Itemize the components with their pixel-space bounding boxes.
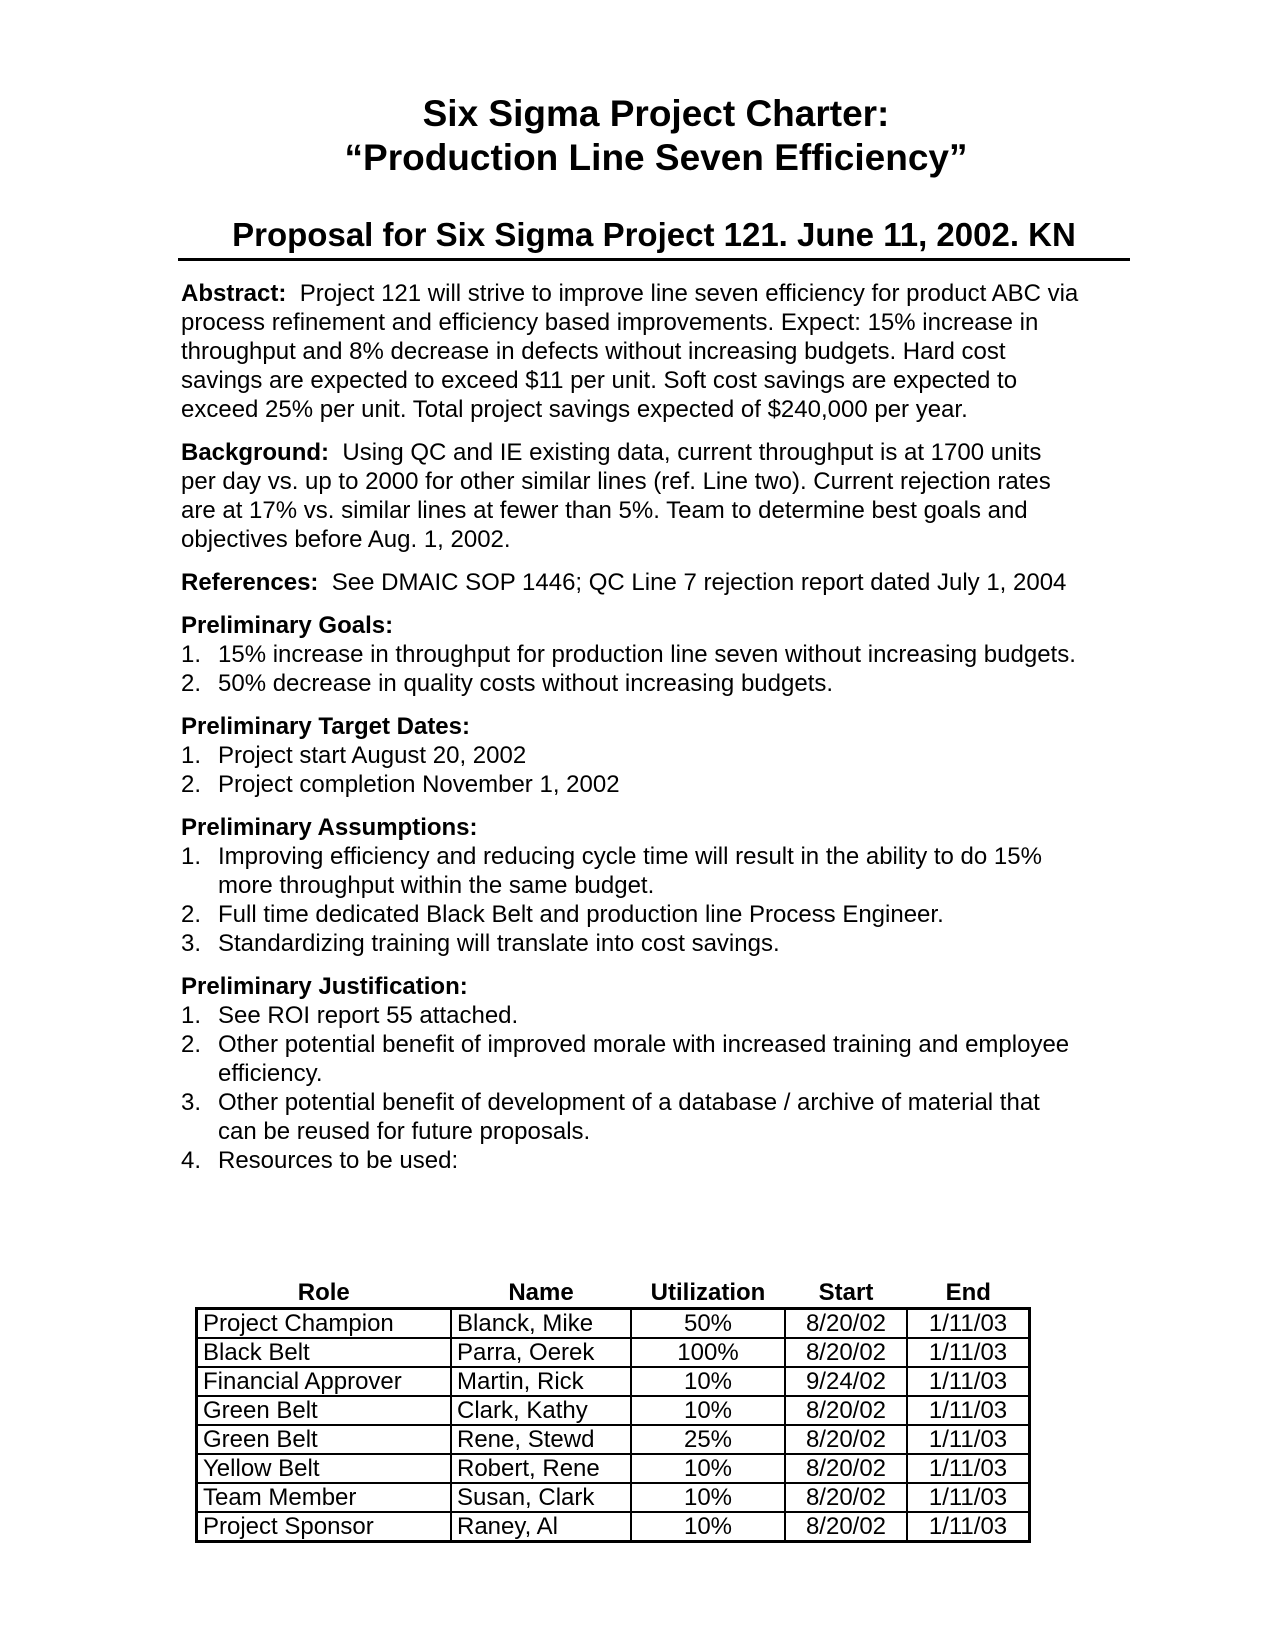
document-title	[0, 92, 1275, 180]
table-row	[197, 1512, 1030, 1542]
header-role: Role	[297, 1279, 350, 1306]
cell-name: Rene, Stewd	[451, 1425, 631, 1454]
cell-name: Raney, Al	[451, 1512, 631, 1542]
background-text: Using QC and IE existing data, current throughput is at 1700 units per day vs. up to 2000 for other similar lines (ref. Line two). Current rejection rates are at 17% vs. similar lines at fewer than 5%. Team to determine best goals and objectives before Aug. 1, 2002.	[181, 439, 1051, 553]
cell-start: 8/20/02	[785, 1338, 907, 1367]
list-item: 1. Improving efficiency and reducing cycle time will result in the ability to do 15% more throughput within the same budget.	[181, 843, 1042, 899]
cell-role: Green Belt	[197, 1425, 452, 1454]
references-label: References:	[181, 569, 319, 596]
cell-end: 1/11/03	[907, 1338, 1030, 1367]
header-end: End	[945, 1279, 991, 1306]
list-item: 2. Other potential benefit of improved morale with increased training and employee efficiency.	[181, 1031, 1070, 1087]
cell-role: Black Belt	[197, 1338, 452, 1367]
cell-end: 1/11/03	[907, 1396, 1030, 1425]
cell-utilization: 25%	[631, 1425, 785, 1454]
target-dates-heading: Preliminary Target Dates:	[181, 713, 470, 740]
cell-utilization: 10%	[631, 1454, 785, 1483]
references-section	[181, 568, 1081, 597]
cell-end: 1/11/03	[907, 1367, 1030, 1396]
cell-utilization: 10%	[631, 1396, 785, 1425]
cell-utilization: 100%	[631, 1338, 785, 1367]
header-name: Name	[508, 1279, 574, 1306]
list-item: 1. See ROI report 55 attached.	[181, 1002, 519, 1029]
background-label: Background:	[181, 439, 330, 466]
justification-list	[181, 1001, 1081, 1175]
list-item: 3. Standardizing training will translate into cost savings.	[181, 930, 780, 957]
background-section	[181, 438, 1081, 554]
references-text: See DMAIC SOP 1446; QC Line 7 rejection report dated July 1, 2004	[331, 569, 1067, 596]
resources-table-container	[195, 1275, 1031, 1543]
cell-start: 8/20/02	[785, 1309, 907, 1339]
resources-table	[195, 1275, 1031, 1543]
table-header-row	[197, 1275, 1030, 1309]
cell-utilization: 10%	[631, 1367, 785, 1396]
cell-start: 8/20/02	[785, 1483, 907, 1512]
cell-name: Blanck, Mike	[451, 1309, 631, 1339]
assumptions-heading: Preliminary Assumptions:	[181, 814, 478, 841]
assumptions-list	[181, 842, 1081, 958]
list-item: 1. Project start August 20, 2002	[181, 742, 527, 769]
cell-role: Financial Approver	[197, 1367, 452, 1396]
cell-utilization: 50%	[631, 1309, 785, 1339]
cell-name: Martin, Rick	[451, 1367, 631, 1396]
header-utilization: Utilization	[650, 1279, 766, 1306]
table-row	[197, 1483, 1030, 1512]
justification-heading: Preliminary Justification:	[181, 973, 468, 1000]
list-item: 2. Full time dedicated Black Belt and production line Process Engineer.	[181, 901, 944, 928]
cell-role: Team Member	[197, 1483, 452, 1512]
list-item: 3. Other potential benefit of development of a database / archive of material that can be reused for future proposals.	[181, 1089, 1040, 1145]
cell-start: 8/20/02	[785, 1512, 907, 1542]
list-item: 2. 50% decrease in quality costs without increasing budgets.	[181, 670, 834, 697]
list-item: 1. 15% increase in throughput for production line seven without increasing budgets.	[181, 641, 1076, 668]
list-item: 4. Resources to be used:	[181, 1147, 459, 1174]
table-row	[197, 1425, 1030, 1454]
abstract-label: Abstract:	[181, 280, 287, 307]
cell-role: Green Belt	[197, 1396, 452, 1425]
table-row	[197, 1396, 1030, 1425]
cell-end: 1/11/03	[907, 1454, 1030, 1483]
cell-name: Susan, Clark	[451, 1483, 631, 1512]
abstract-section	[181, 279, 1081, 424]
cell-role: Yellow Belt	[197, 1454, 452, 1483]
cell-name: Parra, Oerek	[451, 1338, 631, 1367]
cell-start: 8/20/02	[785, 1454, 907, 1483]
goals-heading: Preliminary Goals:	[181, 612, 394, 639]
charter-body	[181, 279, 1081, 1189]
cell-start: 8/20/02	[785, 1425, 907, 1454]
table-row	[197, 1454, 1030, 1483]
header-start: Start	[818, 1279, 874, 1306]
title-line-2: “Production Line Seven Efficiency”	[344, 137, 968, 178]
cell-role: Project Champion	[197, 1309, 452, 1339]
cell-end: 1/11/03	[907, 1425, 1030, 1454]
cell-start: 9/24/02	[785, 1367, 907, 1396]
target-dates-list	[181, 741, 1081, 799]
cell-role: Project Sponsor	[197, 1512, 452, 1542]
table-row	[197, 1338, 1030, 1367]
list-item: 2. Project completion November 1, 2002	[181, 771, 620, 798]
goals-list	[181, 640, 1081, 698]
cell-end: 1/11/03	[907, 1483, 1030, 1512]
cell-name: Clark, Kathy	[451, 1396, 631, 1425]
heading-divider	[178, 258, 1130, 261]
cell-utilization: 10%	[631, 1512, 785, 1542]
cell-end: 1/11/03	[907, 1512, 1030, 1542]
table-row	[197, 1309, 1030, 1339]
cell-utilization: 10%	[631, 1483, 785, 1512]
proposal-heading: Proposal for Six Sigma Project 121. June 11, 2002. KN	[232, 216, 1076, 253]
abstract-text: Project 121 will strive to improve line seven efficiency for product ABC via process refinement and efficiency based improvements. Expect: 15% increase in throughput and 8% decrease in defects without increasing budgets. Hard cost savings are expected to exceed $11 per unit. Soft cost savings are expected to exceed 25% per unit. Total project savings expected of $240,000 per year.	[181, 280, 1079, 423]
table-row	[197, 1367, 1030, 1396]
cell-name: Robert, Rene	[451, 1454, 631, 1483]
title-line-1: Six Sigma Project Charter:	[422, 93, 890, 134]
cell-start: 8/20/02	[785, 1396, 907, 1425]
cell-end: 1/11/03	[907, 1309, 1030, 1339]
